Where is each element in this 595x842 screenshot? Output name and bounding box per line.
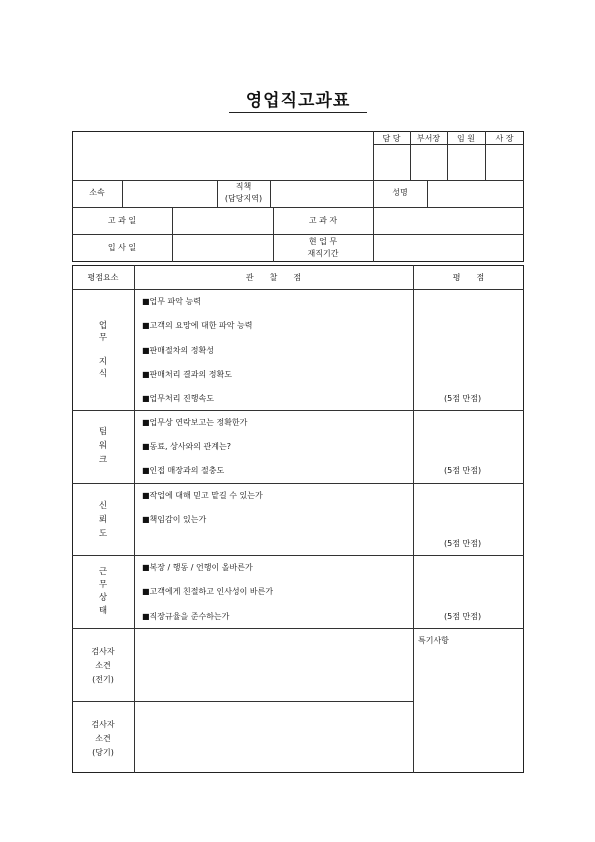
remarks-label: 특기사항 xyxy=(418,636,449,645)
list-item: ■복장 / 행동 / 언행이 올바른가 xyxy=(142,563,253,572)
section-reliability-label: 신 뢰 도 xyxy=(98,501,108,539)
position-field[interactable] xyxy=(271,181,372,206)
score-note: (5점 만점) xyxy=(444,466,482,475)
title-underline xyxy=(229,112,367,113)
list-item: ■동료, 상사와의 관계는? xyxy=(142,442,231,451)
score-field-teamwork[interactable] xyxy=(414,411,523,463)
list-item: ■판매처리 결과의 정확도 xyxy=(142,370,232,379)
score-note: (5점 만점) xyxy=(444,394,482,403)
list-item: ■인접 매장과의 절충도 xyxy=(142,466,225,475)
list-item: ■작업에 대해 믿고 맡길 수 있는가 xyxy=(142,491,263,500)
score-field-job-knowledge[interactable] xyxy=(414,290,523,390)
tenure-field[interactable] xyxy=(374,235,523,261)
header-score: 평 점 xyxy=(452,273,485,282)
approval-sign-executive[interactable] xyxy=(448,145,484,179)
section-job-knowledge-label: 업 무 지 식 xyxy=(98,321,108,379)
page-title: 영업직고과표 xyxy=(245,91,351,111)
opinion-prev-field[interactable] xyxy=(135,629,412,700)
name-field[interactable] xyxy=(428,181,523,206)
approval-label-president: 사 장 xyxy=(495,134,514,143)
approval-sign-manager[interactable] xyxy=(411,145,446,179)
approval-label-staff: 담 당 xyxy=(382,134,401,143)
list-item: ■고객에게 친절하고 인사성이 바른가 xyxy=(142,587,274,596)
affiliation-label: 소속 xyxy=(89,188,105,197)
approval-sign-staff[interactable] xyxy=(374,145,409,179)
header-observation: 관 찰 점 xyxy=(245,273,302,282)
score-field-attendance[interactable] xyxy=(414,556,523,608)
section-attendance-label: 근 무 상 태 xyxy=(98,567,108,616)
approval-label-executive: 임 원 xyxy=(457,134,475,143)
hire-date-label: 입 사 일 xyxy=(107,243,137,252)
list-item: ■책임감이 있는가 xyxy=(142,515,207,524)
opinion-prev-label: 검사자 소견 (전기) xyxy=(91,647,115,684)
score-note: (5점 만점) xyxy=(444,612,482,621)
region-label: (담당지역) xyxy=(224,194,263,203)
section-teamwork-label: 팀 워 크 xyxy=(98,427,108,465)
tenure-label-2: 재직기간 xyxy=(307,249,339,258)
position-label: 직책 xyxy=(235,182,252,191)
eval-date-field[interactable] xyxy=(173,208,272,233)
list-item: ■고객의 요망에 대한 파악 능력 xyxy=(142,321,253,330)
tenure-label: 현 업 무 xyxy=(308,237,338,246)
remarks-field[interactable] xyxy=(414,650,523,772)
affiliation-field[interactable] xyxy=(123,181,216,206)
opinion-curr-label: 검사자 소견 (당기) xyxy=(91,720,115,757)
list-item: ■업무상 연락보고는 정확한가 xyxy=(142,418,248,427)
hire-date-field[interactable] xyxy=(173,235,272,261)
score-field-reliability[interactable] xyxy=(414,484,523,536)
approval-sign-president[interactable] xyxy=(486,145,523,179)
approval-label-manager: 부서장 xyxy=(416,134,441,143)
list-item: ■업무 파악 능력 xyxy=(142,297,202,306)
name-label: 성명 xyxy=(392,188,408,197)
list-item: ■직장규율을 준수하는가 xyxy=(142,612,230,621)
evaluator-label: 고 과 자 xyxy=(308,216,338,225)
evaluator-field[interactable] xyxy=(374,208,523,233)
eval-date-label: 고 과 일 xyxy=(107,216,137,225)
opinion-curr-field[interactable] xyxy=(135,702,412,772)
list-item: ■업무처리 진행속도 xyxy=(142,394,214,403)
header-element: 평점요소 xyxy=(87,273,119,282)
list-item: ■판매절차의 정확성 xyxy=(142,346,214,355)
score-note: (5점 만점) xyxy=(444,539,482,548)
